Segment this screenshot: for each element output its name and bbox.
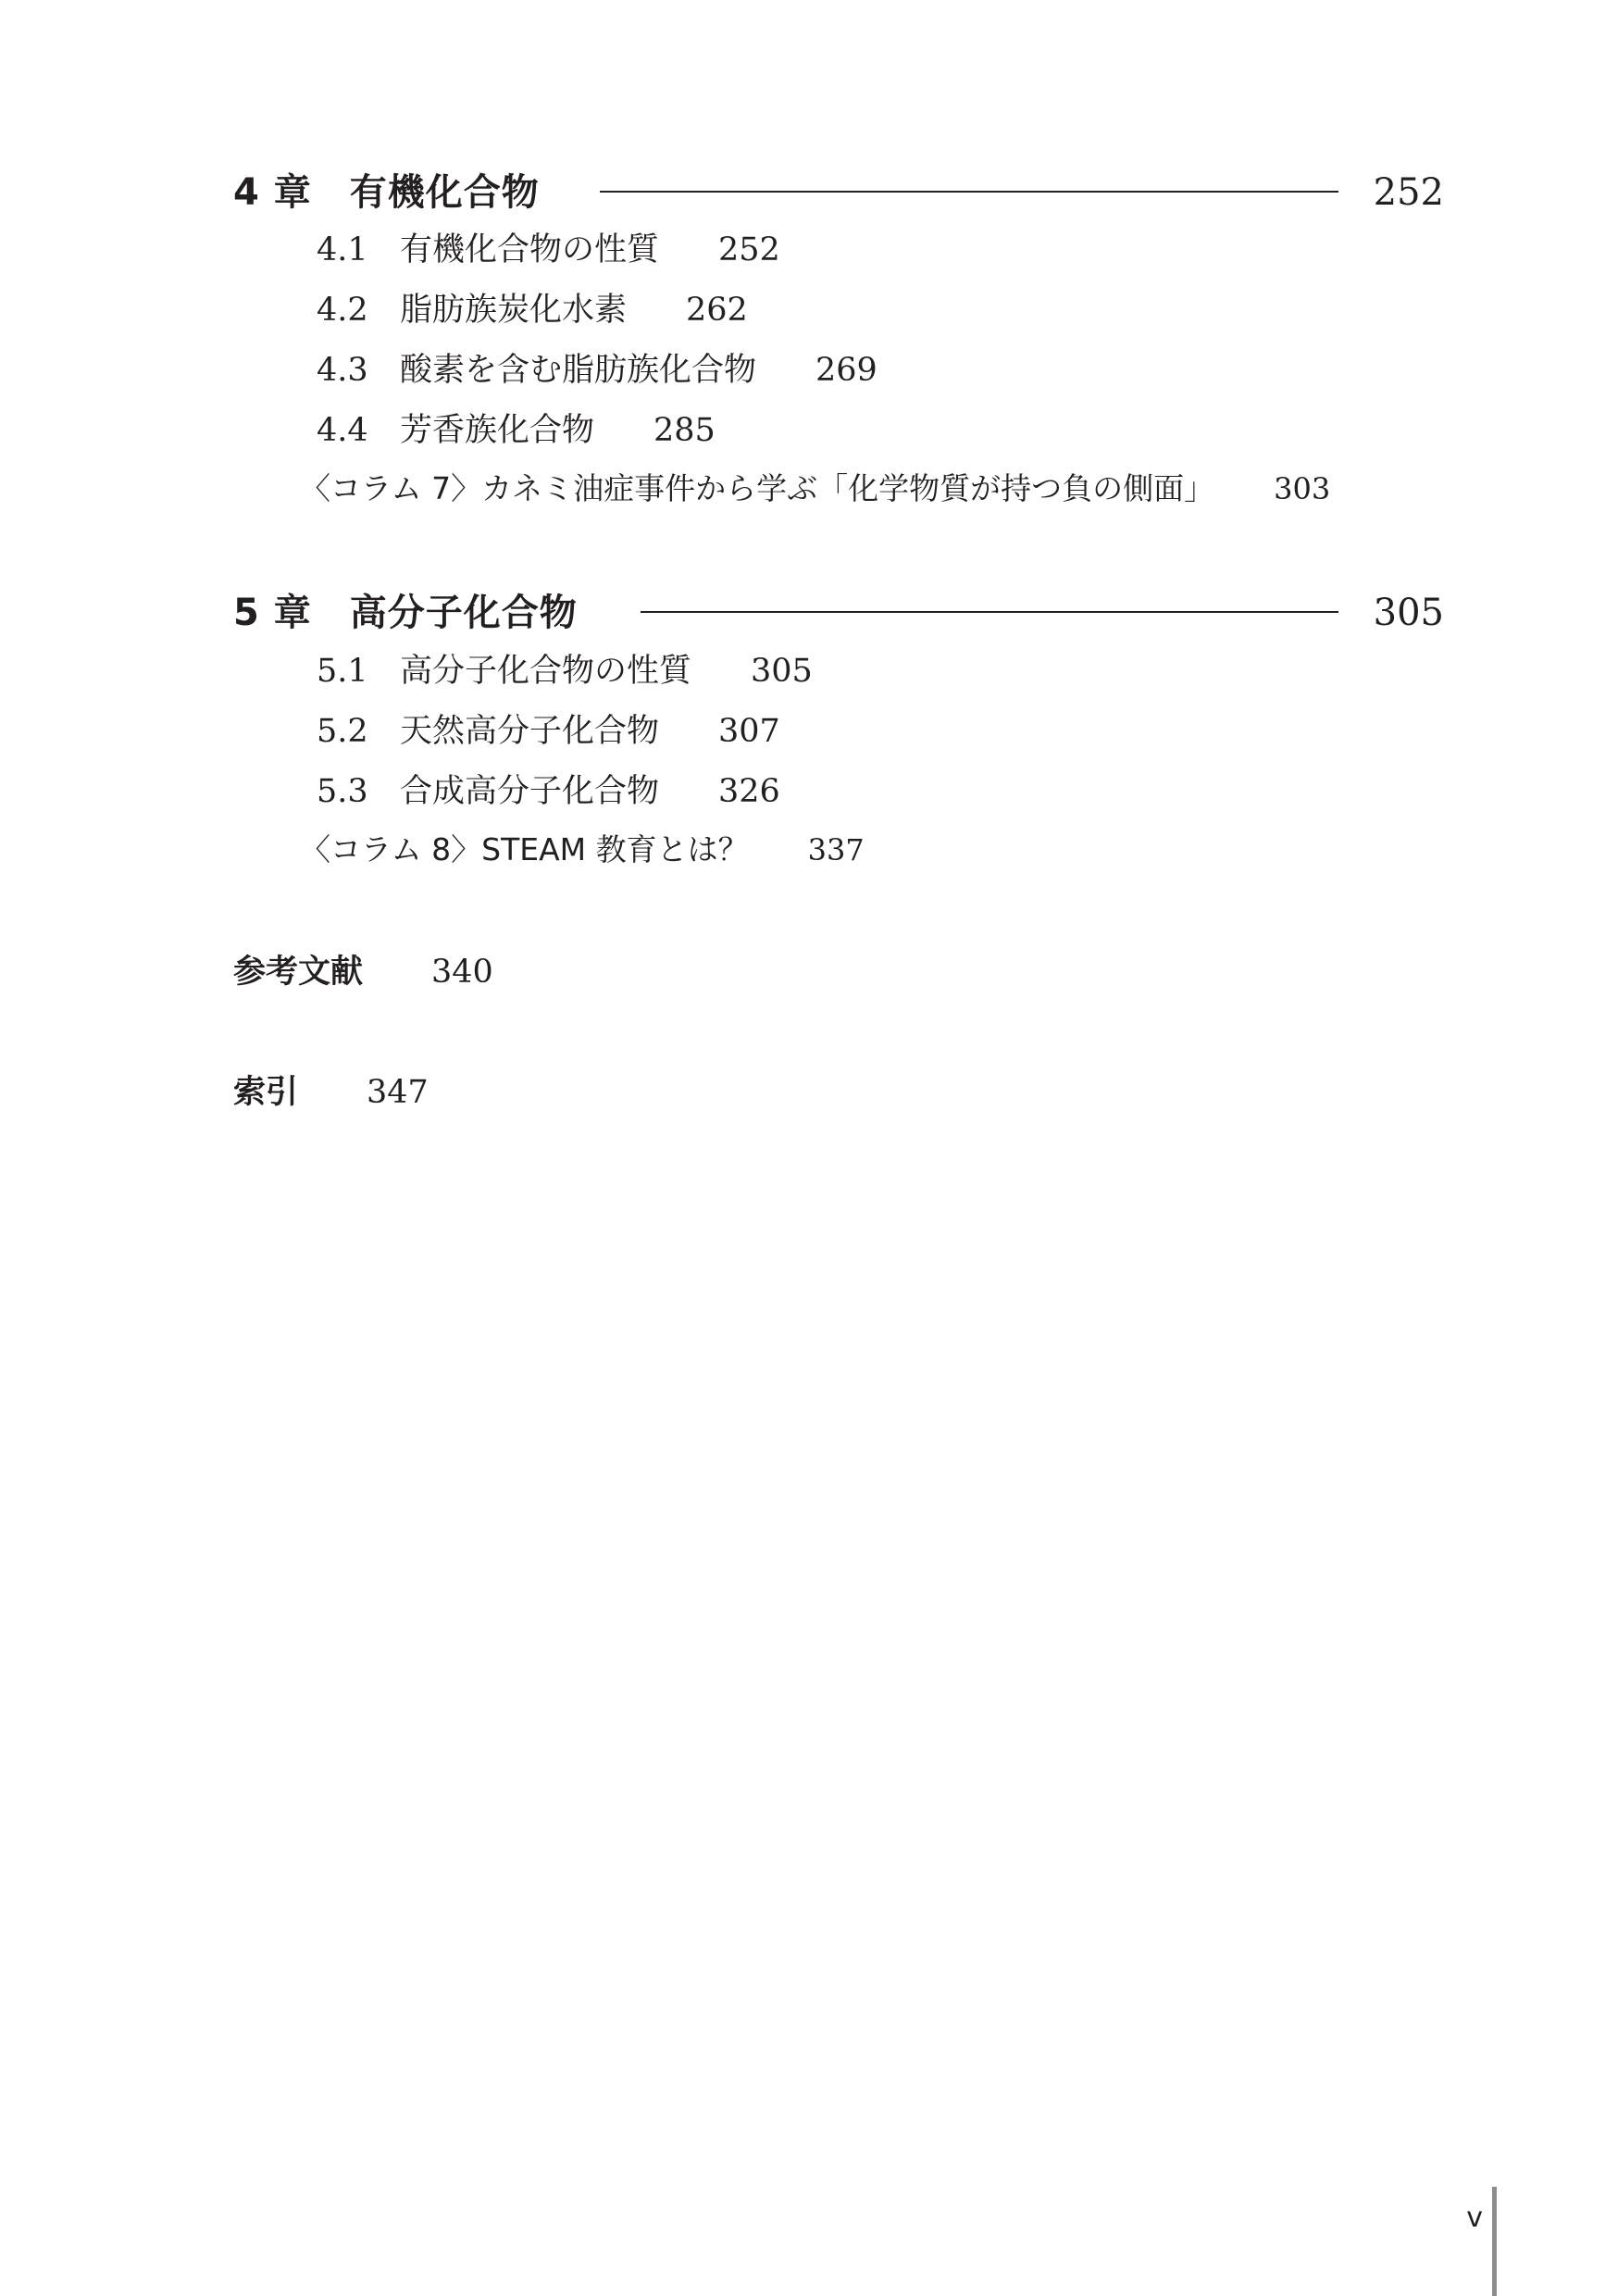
section-number: 4.1 — [317, 231, 368, 268]
toc-entry-4-4 — [317, 407, 716, 454]
section-page-number: 305 — [751, 653, 813, 690]
backmatter-title: 参考文献 — [233, 954, 364, 991]
section-title: 高分子化合物の性質 — [400, 653, 692, 690]
chapter-leader-rule — [600, 191, 1338, 193]
column-title: 〈コラム 7〉カネミ油症事件から学ぶ「化学物質が持つ負の側面」 — [300, 470, 1215, 506]
section-number: 4.2 — [317, 292, 368, 329]
toc-entry-5-3 — [317, 768, 780, 815]
chapter-title: 5 章 高分子化合物 — [233, 592, 578, 634]
toc-column-7 — [300, 466, 1330, 512]
section-page-number: 285 — [653, 412, 716, 449]
section-number: 5.2 — [317, 713, 368, 750]
page-folio: v — [1466, 2202, 1483, 2234]
section-page-number: 252 — [718, 231, 780, 268]
section-number: 5.1 — [317, 653, 368, 690]
column-page-number: 303 — [1274, 471, 1331, 506]
section-page-number: 326 — [718, 773, 780, 810]
section-title: 有機化合物の性質 — [400, 231, 660, 268]
chapter-page-number: 252 — [1373, 171, 1444, 214]
toc-entry-4-2 — [317, 287, 748, 333]
chapter-title: 4 章 有機化合物 — [233, 171, 540, 214]
section-page-number: 269 — [815, 352, 877, 389]
section-title: 天然高分子化合物 — [400, 713, 660, 750]
folio-thumb-bar — [1492, 2187, 1497, 2296]
chapter-leader-rule — [641, 611, 1338, 613]
section-page-number: 307 — [718, 713, 780, 750]
chapter-page-number: 305 — [1373, 592, 1444, 634]
backmatter-title: 索引 — [233, 1074, 299, 1111]
section-title: 酸素を含む脂肪族化合物 — [400, 352, 757, 389]
section-number: 4.3 — [317, 352, 368, 389]
toc-entry-references — [233, 946, 493, 998]
toc-entry-4-1 — [317, 227, 780, 273]
toc-column-8 — [300, 827, 865, 873]
backmatter-page-number: 340 — [431, 954, 493, 991]
toc-entry-4-3 — [317, 347, 877, 393]
chapter-4-heading — [233, 165, 1444, 220]
section-number: 5.3 — [317, 773, 368, 810]
section-page-number: 262 — [686, 292, 748, 329]
toc-entry-5-2 — [317, 708, 780, 755]
section-number: 4.4 — [317, 412, 368, 449]
section-title: 脂肪族炭化水素 — [400, 292, 628, 329]
section-title: 合成高分子化合物 — [400, 773, 660, 810]
chapter-5-heading — [233, 585, 1444, 641]
section-title: 芳香族化合物 — [400, 412, 595, 449]
toc-entry-index — [233, 1067, 429, 1118]
toc-entry-5-1 — [317, 648, 813, 694]
column-page-number: 337 — [807, 832, 865, 867]
backmatter-page-number: 347 — [367, 1074, 429, 1111]
column-title: 〈コラム 8〉STEAM 教育とは？ — [300, 831, 749, 867]
